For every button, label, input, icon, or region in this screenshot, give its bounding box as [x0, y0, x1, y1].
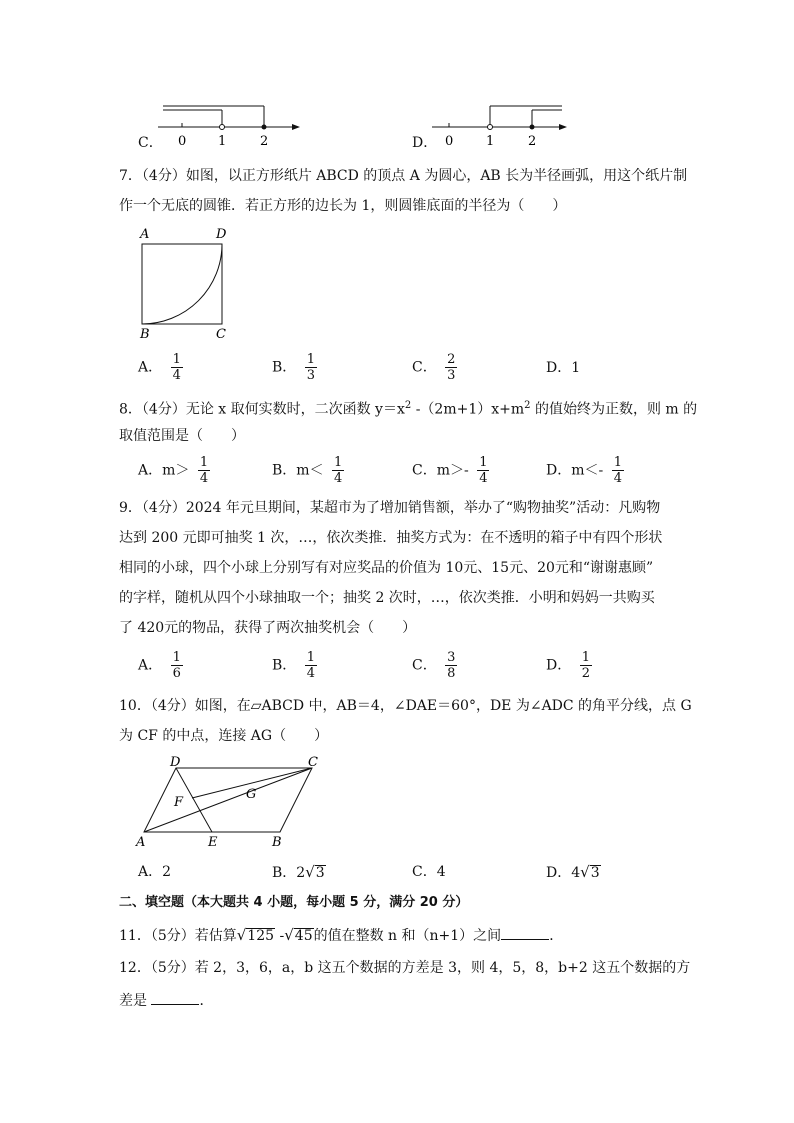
denominator: 4 [172, 368, 181, 383]
denominator: 4 [479, 471, 488, 486]
option-label: D． [546, 462, 572, 479]
denominator: 4 [334, 471, 343, 486]
q9-option-a[interactable] [138, 650, 183, 681]
q8-line-1 [119, 396, 698, 420]
radicand: 3 [315, 865, 325, 881]
q8-option-c[interactable] [412, 455, 489, 486]
q8-option-b[interactable] [272, 455, 344, 486]
answer-blank[interactable] [151, 990, 199, 1005]
answer-blank[interactable] [501, 925, 549, 940]
q8-text-c: 的值始终为正数，则 m 的 [530, 401, 698, 418]
option-label: C． [412, 864, 437, 880]
q7-line-1: 7．（4分）如图，以正方形纸片 ABCD 的顶点 A 为圆心，AB 长为半径画弧，用这个纸片制 [119, 168, 688, 184]
option-label: D． [546, 360, 572, 376]
radicand: 3 [590, 865, 600, 881]
fraction [305, 352, 317, 383]
sqrt-icon: √ [305, 863, 315, 881]
option-label: B． [272, 865, 297, 881]
option-label: C． [412, 657, 437, 674]
q7-option-b[interactable] [272, 352, 317, 383]
option-prefix: m＜ [296, 462, 324, 479]
fraction [477, 455, 489, 486]
option-prefix: m＞- [436, 462, 469, 479]
numerator: 1 [334, 455, 343, 470]
q10-line-1: 10．（4分）如图，在▱ABCD 中，AB＝4，∠DAE＝60°，DE 为∠ADC 的角平分线，点 G [119, 698, 692, 714]
numerator: 3 [447, 650, 456, 665]
fraction [445, 650, 457, 681]
option-label: B． [272, 462, 297, 479]
q11-suffix: 的值在整数 n 和（n+1）之间 [313, 928, 502, 944]
vertex-c: C [216, 327, 226, 342]
q10-option-b[interactable] [272, 862, 326, 883]
q9-option-b[interactable] [272, 650, 317, 681]
q9-option-c[interactable] [412, 650, 457, 681]
q12-text: 差是 [119, 993, 152, 1009]
q12-line-1: 12．（5分）若 2，3，6，a，b 这五个数据的方差是 3，则 4，5，8，b+2 这五个数据的方 [119, 960, 691, 976]
denominator: 2 [581, 666, 590, 681]
radicand-1: 125 [247, 928, 275, 944]
denominator: 3 [306, 368, 316, 383]
option-value: 2 [162, 864, 172, 880]
point-f: F [174, 795, 184, 810]
q10-option-d[interactable] [546, 862, 601, 883]
q8-sup-1: 2 [404, 400, 412, 411]
q8-option-a[interactable] [138, 455, 210, 486]
q8-line-2: 取值范围是（ ） [119, 428, 245, 444]
option-label: D． [546, 865, 572, 881]
fraction [445, 352, 457, 383]
option-label: A． [138, 359, 163, 376]
vertex-a: A [136, 835, 146, 850]
option-value: 1 [571, 360, 581, 376]
vertex-a: A [140, 227, 150, 242]
option-label: D． [412, 135, 438, 151]
option-prefix: m＜- [571, 462, 604, 479]
q12-end: ． [199, 993, 214, 1009]
q7-square-figure [132, 224, 242, 342]
tick-2: 2 [260, 134, 269, 149]
q8-option-d[interactable] [546, 455, 624, 486]
denominator: 4 [306, 666, 316, 681]
fraction [580, 650, 592, 681]
fraction [332, 455, 344, 486]
q11-prefix: 11．（5分）若估算 [119, 928, 237, 944]
fraction [198, 455, 210, 486]
vertex-b: B [272, 835, 282, 850]
q12-line-2 [119, 990, 679, 1011]
option-value: 4 [436, 864, 446, 880]
option-label: C． [138, 135, 163, 151]
numerator: 1 [479, 455, 488, 470]
q9-option-d[interactable] [546, 650, 592, 681]
option-label: C． [412, 359, 437, 376]
tick-0: 0 [445, 134, 454, 149]
tick-2: 2 [528, 134, 537, 149]
numberline-option-c [138, 100, 318, 150]
fraction [305, 650, 317, 681]
numberline-d-graph [432, 100, 592, 150]
numerator: 1 [306, 650, 316, 665]
q10-parallelogram-figure [132, 756, 332, 852]
tick-1: 1 [486, 134, 495, 149]
numerator: 2 [447, 352, 456, 367]
q9-line-5: 了 420元的物品，获得了两次抽奖机会（ ） [119, 620, 417, 636]
tick-1: 1 [218, 134, 227, 149]
numerator: 1 [172, 650, 181, 665]
q9-line-3: 相同的小球，四个小球上分别写有对应奖品的价值为 10元、15元、20元和“谢谢惠顾” [119, 560, 654, 576]
numberline-option-d [412, 100, 592, 150]
section-2-title: 二、填空题（本大题共 4 小题，每小题 5 分，满分 20 分） [119, 895, 469, 910]
option-coef: 4 [571, 865, 581, 881]
denominator: 4 [199, 471, 209, 486]
option-label: A． [138, 462, 163, 479]
denominator: 3 [447, 368, 456, 383]
fraction [171, 352, 183, 383]
sqrt-icon: √ [236, 926, 247, 944]
q10-option-a[interactable] [138, 862, 171, 882]
q8-sup-2: 2 [524, 400, 531, 411]
option-label: A． [138, 864, 163, 880]
numberline-c-graph [158, 100, 318, 150]
q9-line-1: 9．（4分）2024 年元旦期间，某超市为了增加销售额，举办了“购物抽奖”活动：凡购物 [119, 500, 661, 516]
radicand-2: 45 [294, 928, 313, 944]
q11-end: ． [549, 928, 564, 944]
option-prefix: m＞ [162, 462, 190, 479]
q8-text-b: -（2m+1）x+m [411, 401, 525, 418]
option-label: D． [546, 657, 572, 674]
numerator: 1 [613, 455, 622, 470]
numerator: 1 [306, 352, 316, 367]
denominator: 4 [613, 471, 622, 486]
denominator: 6 [172, 666, 181, 681]
option-coef: 2 [296, 865, 306, 881]
q10-option-c[interactable] [412, 862, 446, 882]
denominator: 8 [447, 666, 456, 681]
vertex-c: C [308, 756, 318, 770]
q7-option-c[interactable] [412, 352, 457, 383]
fraction [612, 455, 624, 486]
sqrt-icon: √ [284, 926, 294, 944]
q11-minus: - [275, 928, 285, 944]
q10-line-2: 为 CF 的中点，连接 AG（ ） [119, 728, 329, 744]
tick-0: 0 [178, 134, 187, 149]
numerator: 1 [581, 650, 590, 665]
q9-line-4: 的字样，随机从四个小球抽取一个；抽奖 2 次时，…，依次类推．小明和妈妈一共购买 [119, 590, 655, 606]
option-label: A． [138, 657, 163, 674]
vertex-e: E [208, 835, 218, 850]
q11-line [119, 925, 679, 946]
q8-text-a: 8．（4分）无论 x 取何实数时，二次函数 y＝x [119, 401, 405, 418]
q7-option-d[interactable] [546, 358, 580, 378]
numerator: 1 [199, 455, 209, 470]
q9-line-2: 达到 200 元即可抽奖 1 次，…，依次类推．抽奖方式为：在不透明的箱子中有四个形状 [119, 530, 663, 546]
numerator: 1 [172, 352, 181, 367]
point-g: G [246, 787, 257, 802]
option-label: B． [272, 359, 297, 376]
q7-option-a[interactable] [138, 352, 183, 383]
fraction [171, 650, 183, 681]
vertex-d: D [216, 227, 227, 242]
q7-line-2: 作一个无底的圆锥．若正方形的边长为 1，则圆锥底面的半径为（ ） [119, 198, 567, 214]
sqrt-icon: √ [580, 863, 590, 881]
vertex-b: B [140, 327, 150, 342]
option-label: B． [272, 657, 297, 674]
option-label: C． [412, 462, 437, 479]
vertex-d: D [170, 756, 181, 770]
